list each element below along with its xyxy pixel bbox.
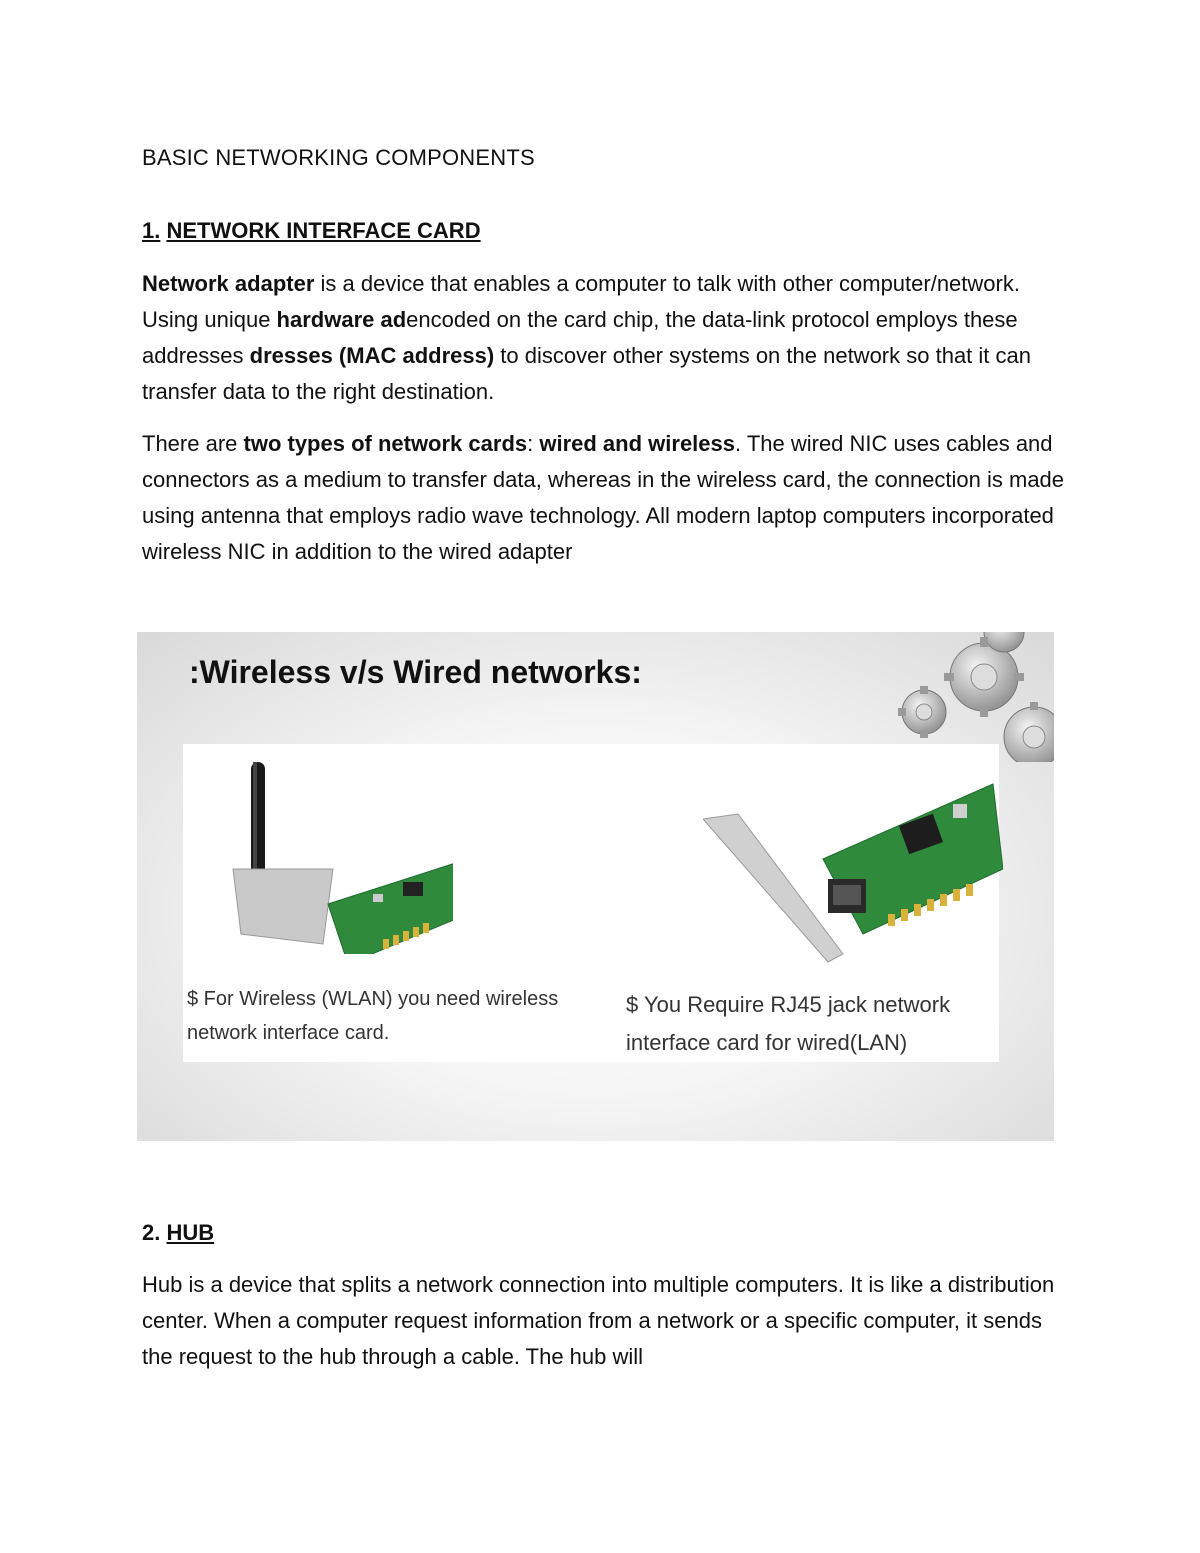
bold-text: Network adapter	[142, 271, 315, 296]
section-number: 2.	[142, 1220, 167, 1245]
bold-text: wired and wireless	[539, 431, 735, 456]
section-number: 1.	[142, 218, 161, 243]
document-title: BASIC NETWORKING COMPONENTS	[142, 145, 535, 170]
text-run: . The wired NIC uses cables and connectors as a medium to transfer data, whereas in the wireless card, the connection is made using antenna that employs radio wave technology. All modern laptop computers incorporated wireless NIC in addition to the wired adapter	[142, 431, 1065, 564]
section-title: HUB	[166, 1220, 215, 1245]
nic-comparison-panel	[183, 744, 999, 1062]
wireless-vs-wired-figure	[137, 632, 1054, 1141]
section-heading-nic	[142, 218, 481, 244]
section-heading-hub	[142, 1220, 214, 1246]
wireless-nic-image	[213, 754, 453, 954]
text-run: :	[527, 431, 540, 456]
paragraph-card-types	[142, 426, 1072, 570]
wireless-caption: $ For Wireless (WLAN) you need wireless network interface card.	[187, 988, 559, 1044]
bold-text: dresses (MAC address)	[249, 343, 495, 368]
text-run: There are	[142, 431, 244, 456]
wired-caption: $ You Require RJ45 jack network interface card for wired(LAN)	[626, 992, 951, 1055]
section-title: NETWORK INTERFACE CARD	[166, 218, 481, 243]
figure-title: :Wireless v/s Wired networks:	[189, 654, 642, 690]
gears-icon	[884, 632, 1054, 762]
wired-nic-image	[703, 764, 1003, 964]
paragraph-network-adapter	[142, 266, 1072, 410]
bold-text: hardware ad	[276, 307, 407, 332]
text-run: is a device that enables a computer to talk with other computer/network. Using unique	[142, 271, 1020, 332]
paragraph-hub: Hub is a device that splits a network connection into multiple computers. It is like a distribution center. When a computer request information from a network or a specific computer, it sends the request to the hub through a cable. The hub will	[142, 1272, 1055, 1369]
text-run: to discover other systems on the network so that it can transfer data to the right destination.	[142, 343, 1031, 404]
bold-text: two types of network cards	[243, 431, 528, 456]
text-run: encoded on the card chip, the data-link protocol employs these addresses	[142, 307, 1018, 368]
